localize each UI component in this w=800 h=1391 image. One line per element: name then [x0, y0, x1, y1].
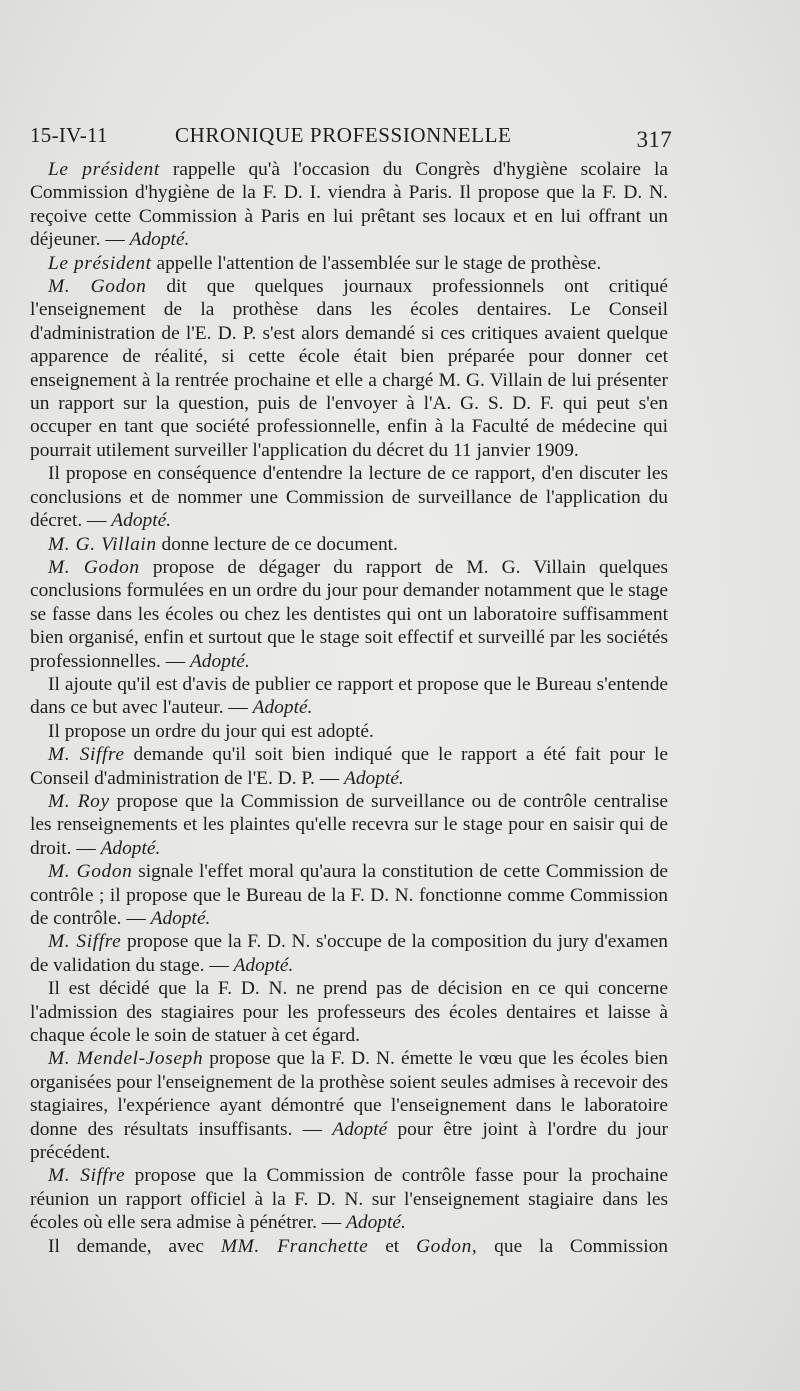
adopted-mark: Adopté. — [100, 837, 161, 859]
paragraph-continued: Il demande, avec MM. Franchette et Godon, que la Commission — [48, 1235, 668, 1257]
adopted-mark: Adopté. — [129, 229, 190, 251]
paragraph: M. Siffre demande qu'il soit bien indiqué que le rapport a été fait pour le Conseil d'administration de l'E. D. P. — Adopté. — [30, 744, 668, 789]
page-number: 317 — [636, 127, 672, 152]
speaker: Le président — [48, 252, 152, 274]
speaker: M. Godon — [48, 861, 133, 883]
paragraph: Il propose en conséquence d'entendre la lecture de ce rapport, d'en discuter les conclusions et de nommer une Commission de surveillance de l'application du décret. — Adopté. — [30, 463, 668, 532]
adopted-mark: Adopté — [332, 1118, 388, 1140]
adopted-mark: Adopté. — [233, 954, 294, 976]
speaker: M. Godon — [48, 556, 140, 578]
speaker: M. Siffre — [48, 744, 125, 766]
adopted-mark: Adopté. — [346, 1212, 406, 1234]
speaker: M. Siffre — [48, 931, 122, 953]
speaker: M. Godon — [48, 276, 147, 298]
paragraph: Le président appelle l'attention de l'assemblée sur le stage de prothèse. — [48, 252, 602, 274]
adopted-mark: Adopté. — [150, 908, 211, 929]
speaker: M. Roy — [48, 790, 110, 812]
paragraph: M. Siffre propose que la Commission de contrôle fasse pour la prochaine réunion un rapport officiel à la F. D. N. sur l'enseignement stagiaire dans les écoles où elle sera admise à pénétrer. — Adopté. — [30, 1165, 668, 1234]
speaker: Godon, — [416, 1235, 478, 1257]
speaker: Le président — [48, 159, 160, 180]
paragraph: M. G. Villain donne lecture de ce document. — [48, 533, 398, 555]
adopted-mark: Adopté. — [344, 767, 404, 789]
paragraph: M. Godon signale l'effet moral qu'aura la constitution de cette Commission de contrôle ; il propose que le Bureau de la F. D. N. fonctionne comme Commission de contrôle. — Adopté. — [30, 861, 668, 929]
paragraph: M. Roy propose que la Commission de surveillance ou de contrôle centralise les renseignements et les plaintes qu'elle recevra sur le stage pour en saisir qui de droit. — Adopté. — [30, 790, 668, 859]
speaker: M. Siffre — [48, 1165, 126, 1187]
paragraph: M. Godon propose de dégager du rapport de M. G. Villain quelques conclusions formulées en un ordre du jour pour demander notamment que le stage se fasse dans les écoles ou chez les dentistes qui ont un laboratoire suffisamment bien organisé, enfin et surtout que le stage soit effectif et surveillé par les sociétés professionnelles. — Adopté. — [30, 556, 668, 672]
header-title: CHRONIQUE PROFESSIONNELLE — [175, 123, 512, 147]
paragraph: M. Mendel-Joseph propose que la F. D. N. émette le vœu que les écoles bien organisées pour l'enseignement de la prothèse soient seules admises à recevoir des stagiaires, l'expérience ayant démontré que l'enseignement dans le laboratoire donne des résultats insuffisants. — Adopté pour être joint à l'ordre du jour précédent. — [30, 1048, 668, 1164]
speaker: M. Mendel-Joseph — [48, 1048, 204, 1070]
paragraph: Il ajoute qu'il est d'avis de publier ce rapport et propose que le Bureau s'entende dans ce but avec l'auteur. — Adopté. — [30, 673, 668, 719]
adopted-mark: Adopté. — [252, 697, 313, 719]
speaker: M. G. Villain — [48, 533, 157, 555]
paragraph: Il est décidé que la F. D. N. ne prend pas de décision en ce qui concerne l'admission des stagiaires pour les professeurs des écoles dentaires et laisse à chaque école le soin de statuer à cet égard. — [30, 978, 668, 1047]
paragraph: Le président rappelle qu'à l'occasion du Congrès d'hygiène scolaire la Commission d'hygiène de la F. D. I. viendra à Paris. Il propose que la F. D. N. reçoive cette Commission à Paris en lui prêtant ses locaux et en lui offrant un déjeuner. — Adopté. — [30, 159, 669, 251]
paragraph: Il propose un ordre du jour qui est adopté. — [48, 720, 374, 742]
paragraph: M. Siffre propose que la F. D. N. s'occupe de la composition du jury d'examen de validation du stage. — Adopté. — [30, 931, 668, 976]
running-header — [30, 121, 670, 151]
page-body — [30, 158, 668, 1258]
header-date: 15-IV-11 — [30, 123, 108, 147]
speaker: MM. Franchette — [220, 1235, 369, 1257]
adopted-mark: Adopté. — [189, 650, 250, 672]
paragraph: M. Godon dit que quelques journaux professionnels ont critiqué l'enseignement de la prothèse dans les écoles dentaires. Le Conseil d'administration de l'E. D. P. s'est alors demandé si ces critiques avaient quelque apparence de réalité, si cette école était bien préparée pour donner cet enseignement à la rentrée prochaine et elle a chargé M. G. Villain de lui présenter un rapport sur la question, puis de l'envoyer à l'A. G. S. D. F. qui peut s'en occuper en tant que société professionnelle, enfin à la Faculté de médecine qui pourrait utilement surveiller l'application du décret du 11 janvier 1909. — [30, 276, 668, 461]
adopted-mark: Adopté. — [111, 510, 172, 532]
